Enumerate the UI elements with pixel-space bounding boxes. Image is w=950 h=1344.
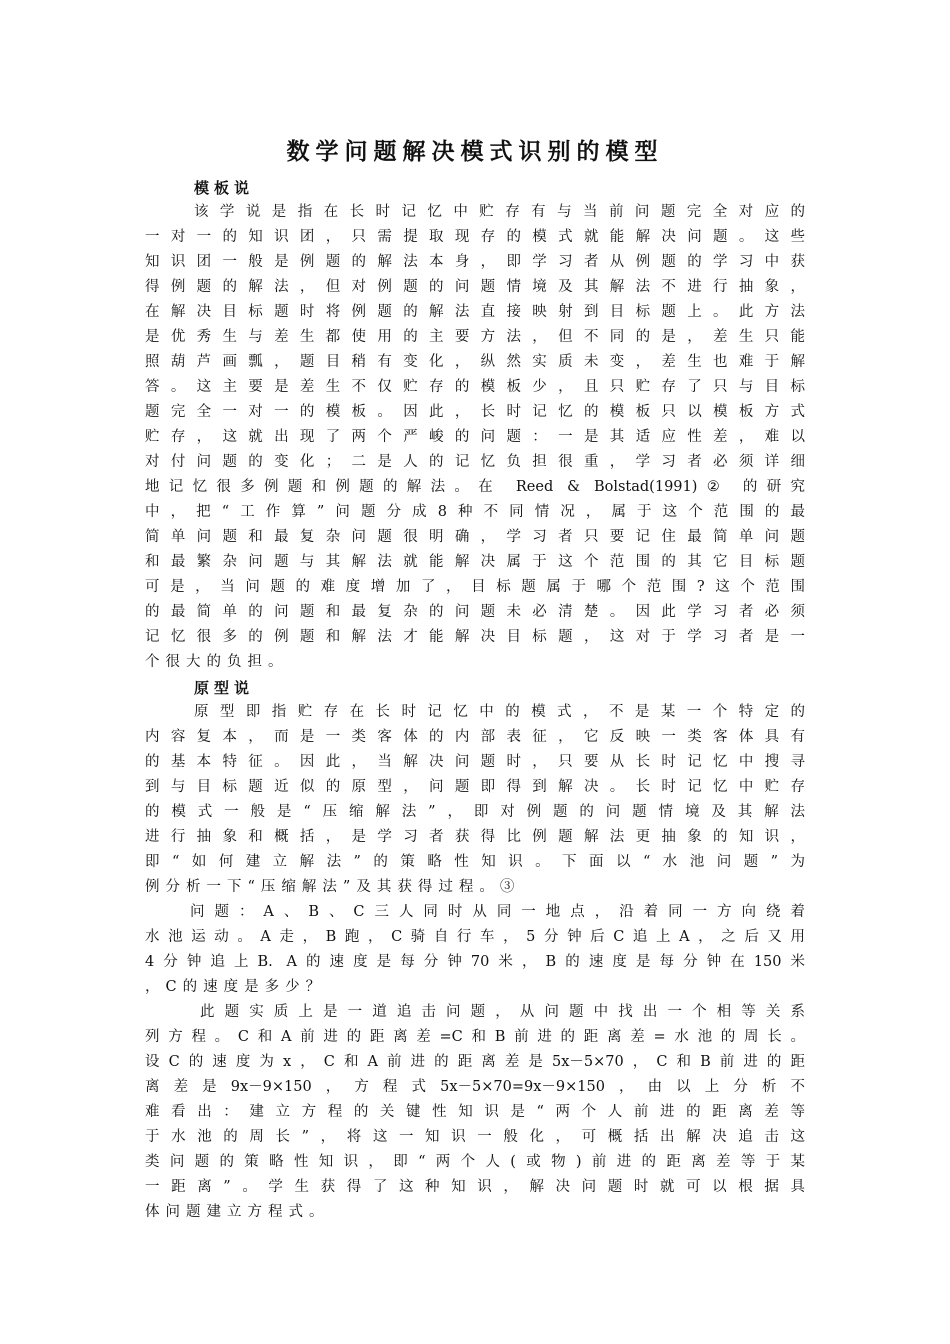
text-line: 水池运动。A走，B跑，C骑自行车，5分钟后C追上A，之后又用 [145,929,805,945]
text-line: 一距离”。学生获得了这种知识，解决问题时就可以根据具 [145,1179,805,1195]
text-line: 类问题的策略性知识，即“两个人(或物)前进的距离差等于某 [145,1154,805,1170]
text-line: 贮存，这就出现了两个严峻的问题：一是其适应性差，难以 [145,429,805,445]
text-line: 此题实质上是一道追击问题，从问题中找出一个相等关系 [200,1004,805,1020]
text-line: 即“如何建立解法”的策略性知识。下面以“水池问题”为 [145,854,805,870]
text-line: 简单问题和最复杂问题很明确，学习者只要记住最简单问题 [145,529,805,545]
text-line: 离差是9x－9×150，方程式5x－5×70=9x－9×150，由以上分析不 [145,1079,805,1095]
text-line: 是优秀生与差生都使用的主要方法，但不同的是，差生只能 [145,329,805,345]
text-line: 内容复本，而是一类客体的内部表征，它反映一类客体具有 [145,729,805,745]
section-heading-template: 模板说 [194,179,255,197]
text-line: 记忆很多的例题和解法才能解决目标题，这对于学习者是一 [145,629,805,645]
text-line: 该学说是指在长时记忆中贮存有与当前问题完全对应的 [194,204,805,220]
page-title: 数学问题解决模式识别的模型 [286,138,664,165]
text-line: 难看出：建立方程的关键性知识是“两个人前进的距离差等 [145,1104,805,1120]
text-line: 在解决目标题时将例题的解法直接映射到目标题上。此方法 [145,304,805,320]
text-line: 答。这主要是差生不仅贮存的模板少，且只贮存了只与目标 [145,379,805,395]
text-line: 于水池的周长”，将这一知识一般化，可概括出解决追击这 [145,1129,805,1145]
text-line: 4分钟追上B. A的速度是每分钟70米，B的速度是每分钟在150米 [145,954,805,970]
text-line: 进行抽象和概括，是学习者获得比例题解法更抽象的知识， [145,829,805,845]
text-line: 的模式一般是“压缩解法”，即对例题的问题情境及其解法 [145,804,805,820]
text-line: 可是，当问题的难度增加了，目标题属于哪个范围?这个范围 [145,579,805,595]
text-line: 到与目标题近似的原型，问题即得到解决。长时记忆中贮存 [145,779,805,795]
text-line: 原型即指贮存在长时记忆中的模式，不是某一个特定的 [194,704,805,720]
section-heading-prototype: 原型说 [194,679,255,697]
text-line: 的基本特征。因此，当解决问题时，只要从长时记忆中搜寻 [145,754,805,770]
text-line: 照葫芦画瓢，题目稍有变化，纵然实质未变，差生也难于解 [145,354,805,370]
text-line: 个很大的负担。 [145,654,289,670]
text-line: 体问题建立方程式。 [145,1204,330,1220]
text-line: ，C的速度是多少？ [145,979,327,995]
text-line: 列方程。C和A前进的距离差=C和B前进的距离差=水池的周长。 [145,1029,805,1045]
text-line: 题完全一对一的模板。因此，长时记忆的模板只以模板方式 [145,404,805,420]
text-line: 的最简单的问题和最复杂的问题未必清楚。因此学习者必须 [145,604,805,620]
text-line: 一对一的知识团，只需提取现存的模式就能解决问题。这些 [145,229,805,245]
text-line: 对付问题的变化；二是人的记忆负担很重，学习者必须详细 [145,454,805,470]
text-line: 地记忆很多例题和例题的解法。在 Reed & Bolstad(1991)② 的研究 [145,479,805,495]
text-line: 中，把“工作算”问题分成8种不同情况，属于这个范围的最 [145,504,805,520]
text-line: 得例题的解法，但对例题的问题情境及其解法不进行抽象， [145,279,805,295]
text-line: 问题：A、B、C三人同时从同一地点，沿着同一方向绕着 [190,904,805,920]
text-line: 设C的速度为x，C和A前进的距离差是5x－5×70，C和B前进的距 [145,1054,805,1070]
text-line: 和最繁杂问题与其解法就能解决属于这个范围的其它目标题 [145,554,805,570]
text-line: 例分析一下“压缩解法”及其获得过程。③ [145,879,521,895]
text-line: 知识团一般是例题的解法本身，即学习者从例题的学习中获 [145,254,805,270]
